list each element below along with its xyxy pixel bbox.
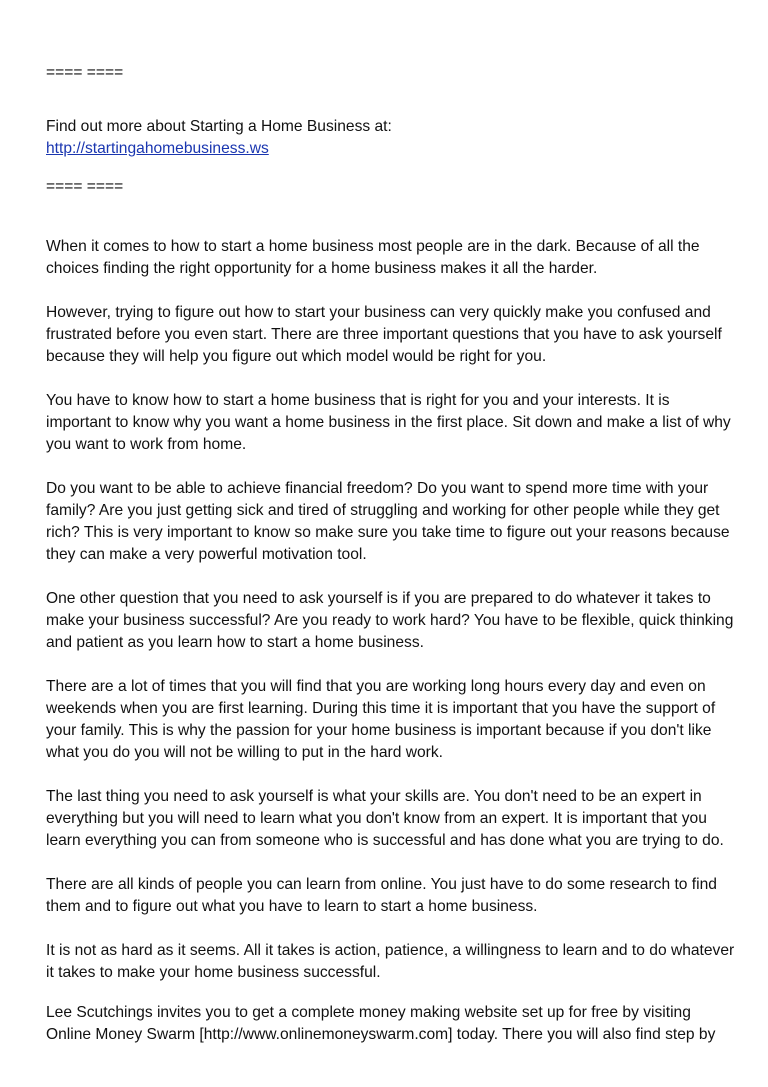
paragraph: One other question that you need to ask yourself is if you are prepared to do whatever it takes to make your business successful? Are you ready to work hard? You have to be flexible, quick thinking and patient as you learn how to start a home business. [46, 590, 734, 651]
paragraph: However, trying to figure out how to start your business can very quickly make you confused and frustrated before you even start. There are three important questions that you have to ask yourself because they will help you figure out which model would be right for you. [46, 304, 722, 365]
paragraph: You have to know how to start a home business that is right for you and your interests. It is important to know why you want a home business in the first place. Sit down and make a list of why you want to work from home. [46, 392, 731, 453]
paragraph: Do you want to be able to achieve financial freedom? Do you want to spend more time with your family? Are you just getting sick and tired of struggling and working for other people while they get rich? This is very important to know so make sure you take time to figure out your reasons because they can make a very powerful motivation tool. [46, 480, 730, 563]
separator-bottom: ==== ==== [46, 178, 124, 195]
find-out-more-text: Find out more about Starting a Home Business at: [46, 118, 392, 135]
separator-top: ==== ==== [46, 64, 124, 81]
author-footer [46, 1002, 736, 1046]
paragraph: When it comes to how to start a home business most people are in the dark. Because of all the choices finding the right opportunity for a home business makes it all the harder. [46, 238, 700, 277]
paragraph: There are all kinds of people you can learn from online. You just have to do some research to find them and to figure out what you have to learn to start a home business. [46, 876, 717, 915]
paragraph: It is not as hard as it seems. All it takes is action, patience, a willingness to learn and to do whatever it takes to make your home business successful. [46, 942, 735, 981]
resource-block [46, 116, 392, 160]
paragraph: There are a lot of times that you will find that you are working long hours every day and even on weekends when you are first learning. During this time it is important that you have the support of your family. This is why the passion for your home business is important because if you don't like what you do you will not be willing to put in the hard work. [46, 678, 716, 761]
article-body [46, 236, 736, 1006]
website-link[interactable]: http://startingahomebusiness.ws [46, 140, 269, 157]
author-bio-text: Lee Scutchings invites you to get a complete money making website set up for free by visiting Online Money Swarm [http://www.onlinemoneyswarm.com] today. There you will also find step by [46, 1004, 716, 1043]
paragraph: The last thing you need to ask yourself is what your skills are. You don't need to be an expert in everything but you will need to learn what you don't know from an expert. It is important that you learn everything you can from someone who is successful and has done what you are trying to do. [46, 788, 724, 849]
